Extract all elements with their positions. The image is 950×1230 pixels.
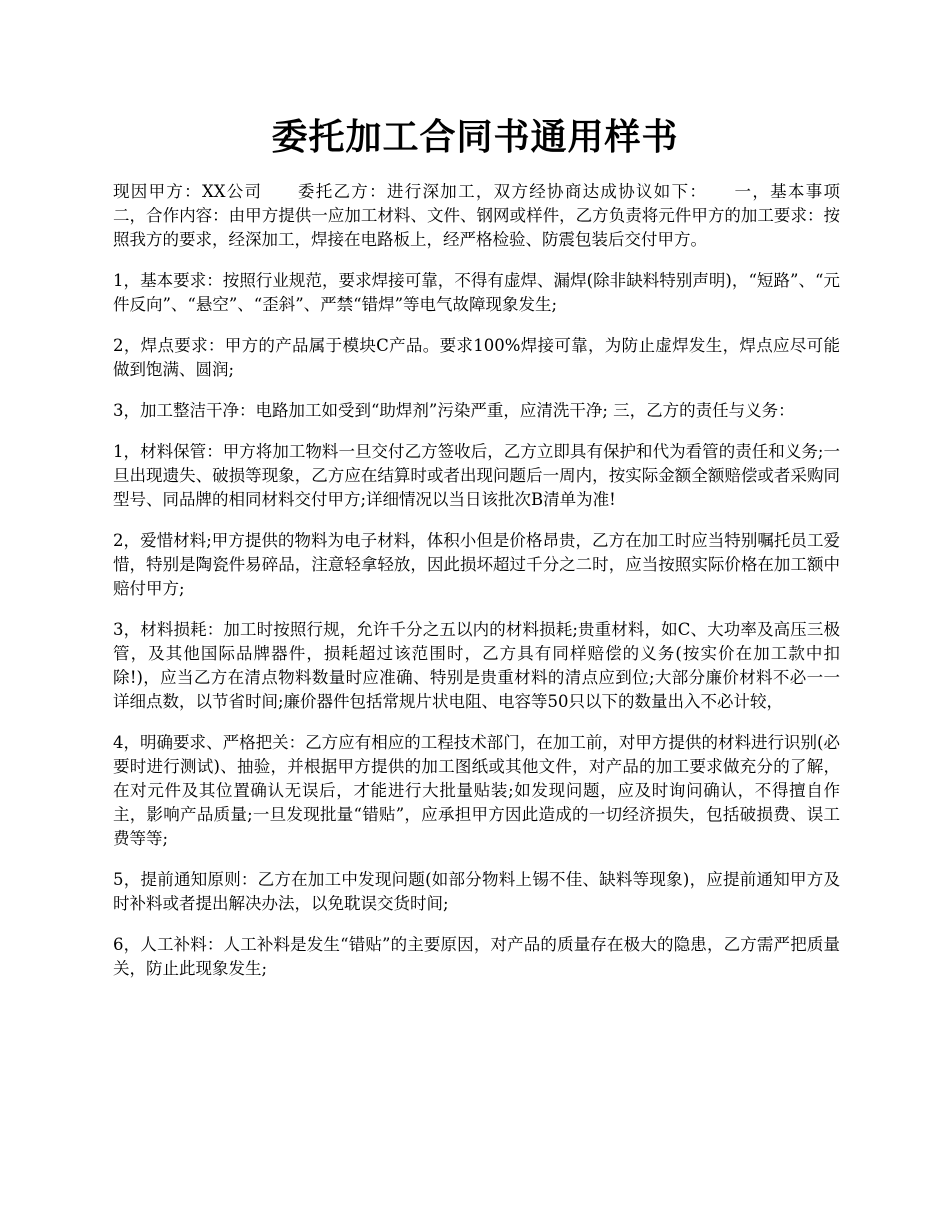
paragraph-quality-control: 4，明确要求、严格把关：乙方应有相应的工程技术部门，在加工前，对甲方提供的材料进行识别(必要时进行测试)、抽验，并根据甲方提供的加工图纸或其他文件，对产品的加工要求做充分的了解，在对元件及其位置确认无误后，才能进行大批量贴装;如发现问题，应及时询问确认，不得擅自作主，影响产品质量;一旦发现批量“错贴”，应承担甲方因此造成的一切经济损失，包括破损费、误工费等等; xyxy=(113,733,840,848)
paragraph-advance-notice: 5，提前通知原则：乙方在加工中发现问题(如部分物料上锡不佳、缺料等现象)，应提前通知甲方及时补料或者提出解决办法，以免耽误交货时间; xyxy=(113,870,840,913)
paragraph-intro: 现因甲方：XX公司 委托乙方：进行深加工，双方经协商达成协议如下： 一，基本事项 二，合作内容：由甲方提供一应加工材料、文件、钢网或样件，乙方负责将元件甲方的加工要求：按照我方的要求，经深加工，焊接在电路板上，经严格检验、防震包装后交付甲方。 xyxy=(113,182,873,249)
paragraph-solder-requirements: 2，焊点要求：甲方的产品属于模块C产品。要求100%焊接可靠，为防止虚焊发生，焊点应尽可能做到饱满、圆润; xyxy=(113,336,840,379)
document-body xyxy=(113,180,873,998)
paragraph-cleanliness: 3，加工整洁干净：电路加工如受到“助焊剂”污染严重，应清洗干净; 三，乙方的责任与义务： xyxy=(113,401,795,420)
paragraph-basic-requirements: 1，基本要求：按照行业规范，要求焊接可靠，不得有虚焊、漏焊(除非缺料特别声明)，“短路”、“元件反向”、“悬空”、“歪斜”、严禁“错焊”等电气故障现象发生; xyxy=(113,271,840,314)
paragraph-material-care: 2，爱惜材料;甲方提供的物料为电子材料，体积小但是价格昂贵，乙方在加工时应当特别嘱托员工爱惜，特别是陶瓷件易碎品，注意轻拿轻放，因此损坏超过千分之二时，应当按照实际价格在加工额中赔付甲方; xyxy=(113,531,840,598)
paragraph-manual-replenishment: 6，人工补料：人工补料是发生“错贴”的主要原因，对产品的质量存在极大的隐患，乙方需严把质量关，防止此现象发生; xyxy=(113,935,840,978)
document-title: 委托加工合同书通用样书 xyxy=(271,116,679,158)
paragraph-material-custody: 1，材料保管：甲方将加工物料一旦交付乙方签收后，乙方立即具有保护和代为看管的责任和义务;一旦出现遗失、破损等现象，乙方应在结算时或者出现问题后一周内，按实际金额全额赔偿或者采购同型号、同品牌的相同材料交付甲方;详细情况以当日该批次B清单为准! xyxy=(113,442,840,509)
paragraph-material-loss: 3，材料损耗：加工时按照行规，允许千分之五以内的材料损耗;贵重材料，如C、大功率及高压三极管，及其他国际品牌器件，损耗超过该范围时，乙方具有同样赔偿的义务(按实价在加工款中扣除!)，应当乙方在清点物料数量时应准确、特别是贵重材料的清点应到位;大部分廉价材料不必一一详细点数，以节省时间;廉价器件包括常规片状电阻、电容等50只以下的数量出入不必计较， xyxy=(113,620,840,711)
